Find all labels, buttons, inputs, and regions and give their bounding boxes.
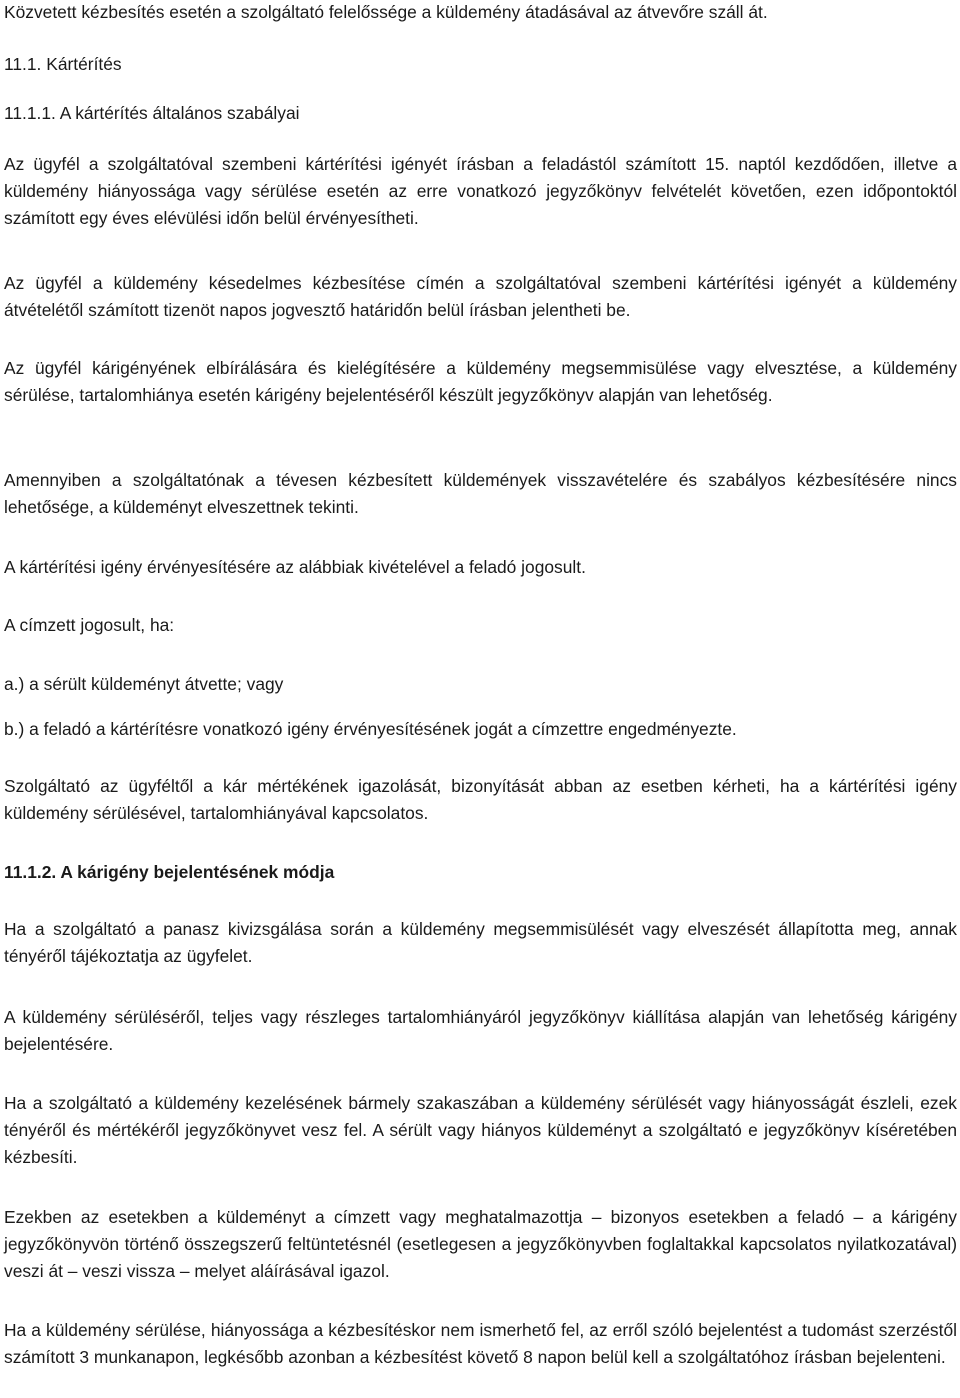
paragraph-sender-entitled: A kártérítési igény érvényesítésére az alábbiak kivételével a feladó jogosult.: [4, 557, 586, 577]
paragraph-claim-assessment: Az ügyfél kárigényének elbírálására és kielégítésére a küldemény megsemmisülése vagy elvesztése, a küldemény sérülése, tartalomhiánya esetén kárigény bejelentéséről készült jegyzőkönyv alapján van lehetőség.: [4, 358, 957, 405]
paragraph-hidden-damage: Ha a küldemény sérülése, hiányossága a kézbesítéskor nem ismerhető fel, az erről szóló bejelentést a tudomást szerzéstől számított 3 munkanapon, legkésőbb azonban a kézbesítést követő 8 napon belül kell a szolgáltatóhoz írásban bejelenteni.: [4, 1320, 957, 1367]
paragraph-handling-damage: Ha a szolgáltató a küldemény kezelésének bármely szakaszában a küldemény sérülését vagy hiányosságát észleli, ezek tényéről és mértékéről jegyzőkönyvet vesz fel. A sérült vagy hiányos küldeményt a szolgáltató e jegyzőkönyv kíséretében kézbesíti.: [4, 1093, 957, 1167]
paragraph-late-delivery: Az ügyfél a küldemény késedelmes kézbesítése címén a szolgáltatóval szembeni kártérítési igényét a küldemény átvételétől számított tizenöt napos jogvesztő határidőn belül írásban jelentheti be.: [4, 273, 957, 320]
section-title: 11.1. Kártérítés: [4, 54, 122, 74]
paragraph-recipient-entitled: A címzett jogosult, ha:: [4, 615, 175, 635]
paragraph-acceptance: Ezekben az esetekben a küldeményt a címzett vagy meghatalmazottja – bizonyos esetekben a feladó – a kárigény jegyzőkönyvön történő összegszerű feltüntetésnél (esetlegesen a jegyzőkönyvben foglaltakkal kapcsolatos nyilatkozatával) veszi át – veszi vissza – melyet aláírásával igazol.: [4, 1207, 957, 1281]
paragraph-claim-deadline: Az ügyfél a szolgáltatóval szembeni kártérítési igényét írásban a feladástól számított 15. naptól kezdődően, illetve a küldemény hiányossága vagy sérülése esetén az erre vonatkozó jegyzőkönyv felvételét követően, ezen időpontoktól számított egy éves elévülési időn belül érvényesítheti.: [4, 154, 957, 228]
paragraph-damage-report: A küldemény sérüléséről, teljes vagy részleges tartalomhiányáról jegyzőkönyv kiállítása alapján van lehetőség kárigény bejelentésére.: [4, 1007, 957, 1054]
paragraph-wrong-delivery: Amennyiben a szolgáltatónak a tévesen kézbesített küldemények visszavételére és szabályos kézbesítésére nincs lehetősége, a küldeményt elveszettnek tekinti.: [4, 470, 957, 517]
subsection-title-claim-method: 11.1.2. A kárigény bejelentésének módja: [4, 862, 335, 882]
intro-paragraph: Közvetett kézbesítés esetén a szolgáltató felelőssége a küldemény átadásával az átvevőre száll át.: [4, 2, 768, 22]
list-item-b: b.) a feladó a kártérítésre vonatkozó igény érvényesítésének jogát a címzettre engedményezte.: [4, 719, 737, 739]
paragraph-investigation: Ha a szolgáltató a panasz kivizsgálása során a küldemény megsemmisülését vagy elveszését állapította meg, annak tényéről tájékoztatja az ügyfelet.: [4, 919, 957, 966]
subsection-title-general-rules: 11.1.1. A kártérítés általános szabályai: [4, 103, 300, 123]
paragraph-proof-of-damage: Szolgáltató az ügyféltől a kár mértékének igazolását, bizonyítását abban az esetben kérheti, ha a kártérítési igény küldemény sérülésével, tartalomhiányával kapcsolatos.: [4, 776, 957, 823]
list-item-a: a.) a sérült küldeményt átvette; vagy: [4, 674, 284, 694]
